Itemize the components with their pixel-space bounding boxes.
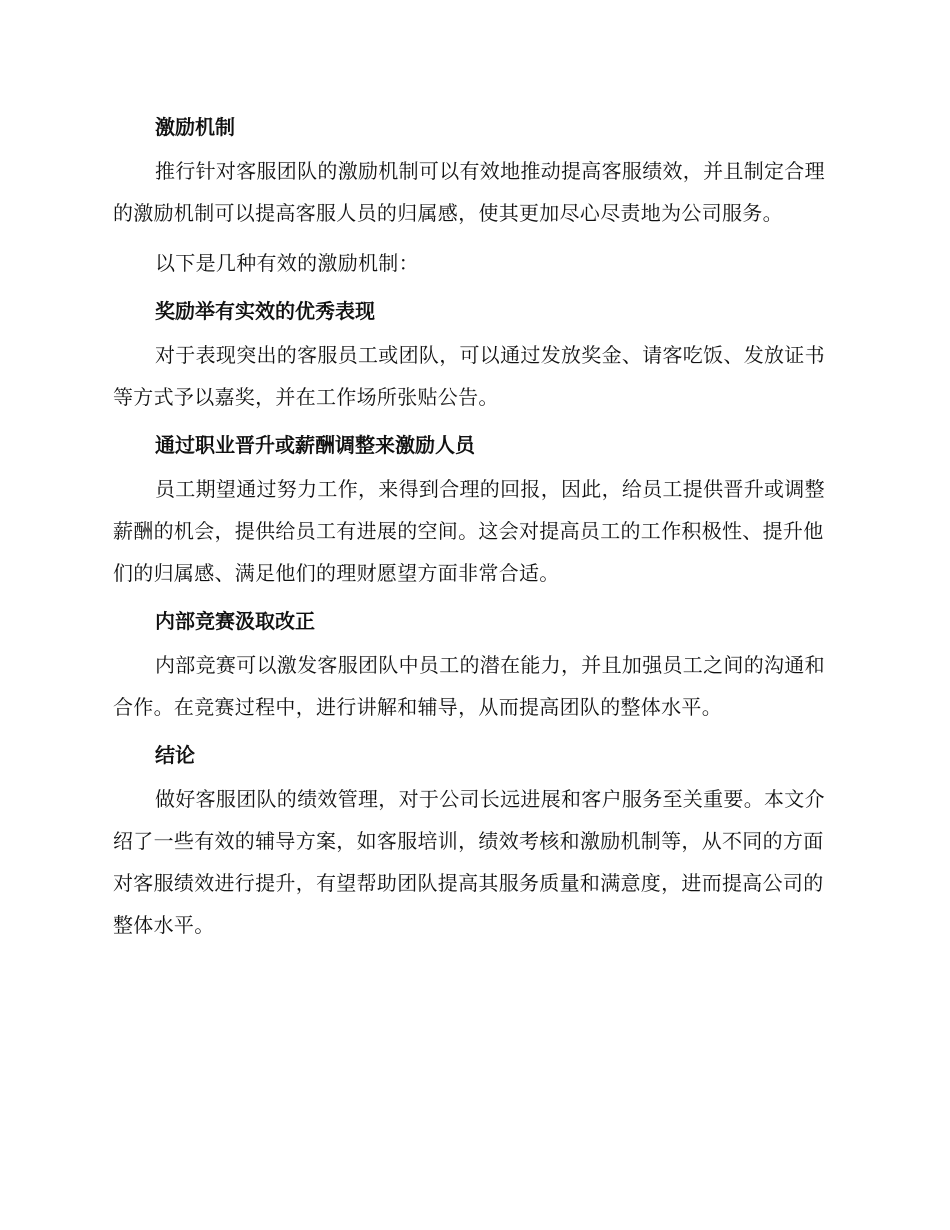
section-heading-reward-performance: 奖励举有实效的优秀表现 bbox=[155, 299, 375, 323]
section-heading-internal-competition: 内部竞赛汲取改正 bbox=[155, 609, 315, 633]
paragraph-internal-competition: 内部竞赛可以激发客服团队中员工的潜在能力，并且加强员工之间的沟通和合作。在竞赛过程中，进行讲解和辅导，从而提高团队的整体水平。 bbox=[113, 653, 825, 719]
paragraph-incentive-intro: 推行针对客服团队的激励机制可以有效地推动提高客服绩效，并且制定合理的激励机制可以提高客服人员的归属感，使其更加尽心尽责地为公司服务。 bbox=[113, 159, 825, 225]
paragraph-incentive-list-intro: 以下是几种有效的激励机制： bbox=[155, 251, 419, 275]
paragraph-reward-performance: 对于表现突出的客服员工或团队，可以通过发放奖金、请客吃饭、发放证书等方式予以嘉奖，并在工作场所张贴公告。 bbox=[113, 343, 825, 409]
section-heading-incentive-mechanism: 激励机制 bbox=[155, 115, 235, 139]
paragraph-promotion-salary: 员工期望通过努力工作，来得到合理的回报，因此，给员工提供晋升或调整薪酬的机会，提供给员工有进展的空间。这会对提高员工的工作积极性、提升他们的归属感、满足他们的理财愿望方面非常合适。 bbox=[113, 477, 825, 585]
paragraph-conclusion: 做好客服团队的绩效管理，对于公司长远进展和客户服务至关重要。本文介绍了一些有效的辅导方案，如客服培训，绩效考核和激励机制等，从不同的方面对客服绩效进行提升，有望帮助团队提高其服务质量和满意度，进而提高公司的整体水平。 bbox=[113, 787, 825, 937]
document-body bbox=[113, 108, 835, 954]
section-heading-promotion-salary: 通过职业晋升或薪酬调整来激励人员 bbox=[155, 433, 475, 457]
section-heading-conclusion: 结论 bbox=[155, 743, 195, 767]
